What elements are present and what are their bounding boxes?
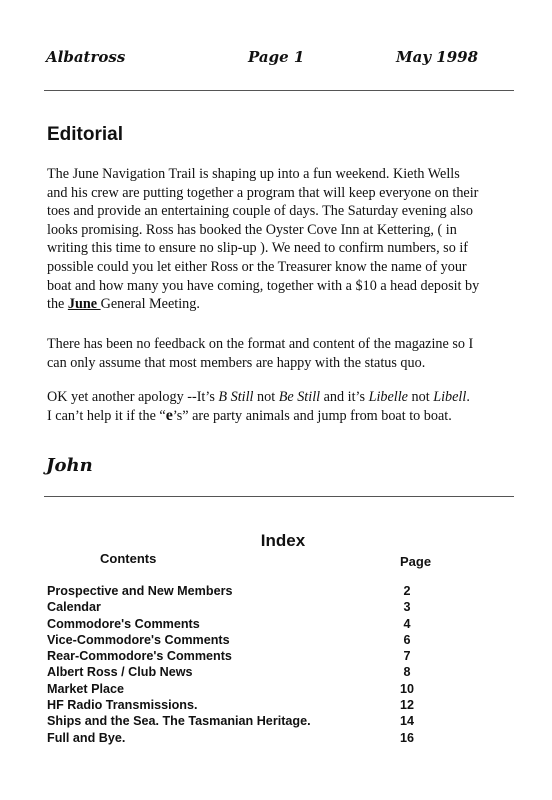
index-entry-page: 6	[403, 632, 411, 647]
index-entry-page: 12	[399, 698, 414, 713]
index-entry	[47, 665, 467, 681]
index-entry-page: 10	[399, 681, 414, 696]
index-entry	[47, 731, 467, 747]
index-entry-label: Full and Bye.	[47, 730, 126, 745]
index-page-header: Page	[400, 554, 432, 569]
index-entry-label: Albert Ross / Club News	[47, 665, 193, 680]
editorial-title: Editorial	[47, 124, 124, 145]
index-entry-page: 16	[399, 730, 414, 745]
text-run: ’s” are party animals and jump from boat to boat.	[172, 407, 452, 424]
paragraph-line: and his crew are putting together a program that will keep everyone on their	[47, 184, 479, 201]
index-list	[47, 584, 467, 747]
index-contents-header: Contents	[100, 551, 157, 566]
index-entry	[47, 600, 467, 616]
boat-name: Libelle	[368, 389, 408, 405]
header-issue-date: May 1998	[396, 48, 479, 66]
index-entry-label: Ships and the Sea. The Tasmanian Heritage.	[47, 714, 311, 729]
index-entry	[47, 714, 467, 730]
emphasis-letter: e	[165, 406, 173, 424]
editorial-paragraph-3	[47, 388, 513, 425]
boat-name: B Still	[218, 389, 254, 405]
index-entry-label: Vice-Commodore's Comments	[47, 632, 230, 647]
paragraph-line: possible could you let either Ross or the Treasurer know the name of your	[47, 258, 467, 275]
index-entry	[47, 649, 467, 665]
index-entry-page: 3	[403, 600, 411, 615]
paragraph-line: writing this time to ensure no slip-up ). We need to confirm numbers, so if	[47, 240, 468, 257]
header-page-number: Page 1	[248, 48, 305, 66]
index-entry-label: HF Radio Transmissions.	[47, 698, 198, 713]
index-entry-page: 2	[403, 584, 411, 598]
index-entry-page: 7	[403, 649, 411, 664]
index-entry-label: Prospective and New Members	[47, 584, 233, 598]
text-run: I can’t help it if the “	[47, 407, 166, 424]
text-run: General Meeting.	[100, 296, 200, 313]
text-run: and it’s	[320, 389, 369, 405]
editor-signature: John	[46, 455, 93, 476]
index-entry-label: Rear-Commodore's Comments	[47, 649, 232, 664]
paragraph-line	[47, 407, 513, 426]
page-header	[0, 48, 552, 72]
text-run: not	[407, 389, 434, 405]
index-entry	[47, 584, 467, 600]
emphasis-june: June	[67, 296, 101, 313]
boat-name: Be Still	[278, 389, 321, 405]
index-entry	[47, 698, 467, 714]
paragraph-line: The June Navigation Trail is shaping up into a fun weekend. Kieth Wells	[47, 166, 460, 182]
text-run: OK yet another apology --It’s	[47, 389, 219, 405]
paragraph-line	[47, 388, 513, 407]
boat-name: Libell	[433, 389, 467, 405]
paragraph-line: There has been no feedback on the format and content of the magazine so I	[47, 336, 474, 352]
paragraph-line: can only assume that most members are happy with the status quo.	[47, 354, 426, 371]
index-entry-page: 14	[399, 714, 414, 729]
text-run: not	[253, 389, 279, 405]
index-entry-label: Commodore's Comments	[47, 616, 200, 631]
paragraph-line: toes and provide an entertaining couple of days. The Saturday evening also	[47, 203, 474, 220]
section-divider	[44, 496, 514, 497]
index-entry	[47, 633, 467, 649]
paragraph-line	[47, 295, 513, 314]
paragraph-line: boat and how many you have coming, together with a $10 a head deposit by	[47, 277, 480, 294]
text-run: .	[466, 389, 470, 405]
index-entry-label: Market Place	[47, 681, 125, 696]
index-entry-label: Calendar	[47, 600, 101, 615]
editorial-paragraph-2	[47, 335, 513, 372]
header-divider	[44, 90, 514, 91]
index-title: Index	[260, 531, 306, 550]
index-entry	[47, 617, 467, 633]
index-entry-page: 4	[403, 616, 411, 631]
editorial-paragraph-1	[47, 165, 513, 314]
index-entry	[47, 682, 467, 698]
index-entry-page: 8	[403, 665, 411, 680]
header-publication-name: Albatross	[46, 48, 126, 66]
text-run: the	[47, 296, 68, 313]
paragraph-line: looks promising. Ross has booked the Oyster Cove Inn at Kettering, ( in	[47, 221, 457, 238]
